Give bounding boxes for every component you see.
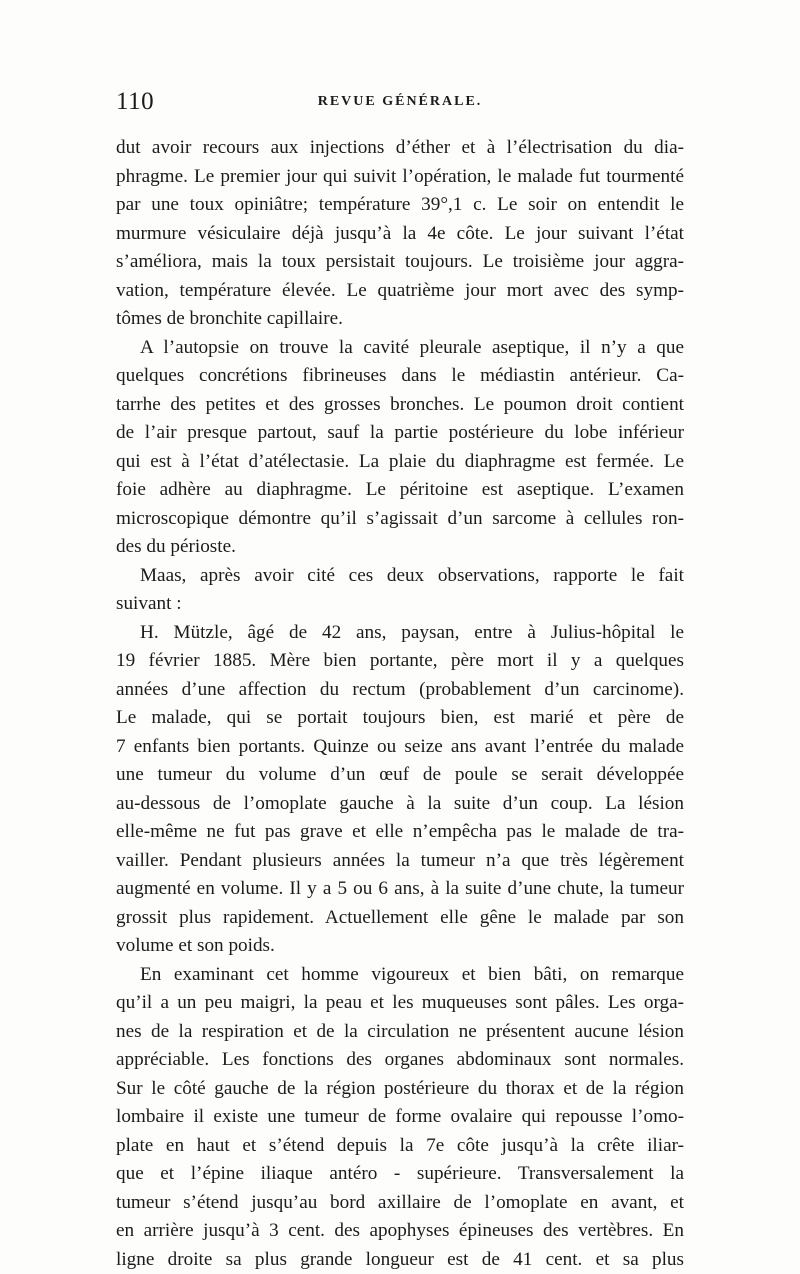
page-number: 110	[116, 88, 154, 116]
text-line: appréciable. Les fonctions des organes abdominaux sont normales.	[116, 1046, 684, 1075]
text-line: Le malade, qui se portait toujours bien, est marié et père de	[116, 704, 684, 733]
text-line: en arrière jusqu’à 3 cent. des apophyses épineuses des vertèbres. En	[116, 1217, 684, 1246]
running-title: REVUE GÉNÉRALE.	[116, 94, 684, 110]
text-line: des du périoste.	[116, 533, 684, 562]
body-text	[116, 134, 684, 1274]
text-line: H. Mützle, âgé de 42 ans, paysan, entre à Julius-hôpital le	[116, 619, 684, 648]
page-header	[116, 88, 684, 128]
text-line: qui est à l’état d’atélectasie. La plaie du diaphragme est fermée. Le	[116, 448, 684, 477]
text-line: phragme. Le premier jour qui suivit l’opération, le malade fut tourmenté	[116, 163, 684, 192]
text-line: nes de la respiration et de la circulation ne présentent aucune lésion	[116, 1018, 684, 1047]
text-line: une tumeur du volume d’un œuf de poule se serait développée	[116, 761, 684, 790]
text-line: A l’autopsie on trouve la cavité pleurale aseptique, il n’y a que	[116, 334, 684, 363]
text-line: années d’une affection du rectum (probablement d’un carcinome).	[116, 676, 684, 705]
text-line: quelques concrétions fibrineuses dans le médiastin antérieur. Ca-	[116, 362, 684, 391]
text-line: au-dessous de l’omoplate gauche à la suite d’un coup. La lésion	[116, 790, 684, 819]
text-line: 19 février 1885. Mère bien portante, père mort il y a quelques	[116, 647, 684, 676]
text-line: dut avoir recours aux injections d’éther et à l’électrisation du dia-	[116, 134, 684, 163]
text-line: vailler. Pendant plusieurs années la tumeur n’a que très légèrement	[116, 847, 684, 876]
text-line: tarrhe des petites et des grosses bronches. Le poumon droit contient	[116, 391, 684, 420]
text-line: microscopique démontre qu’il s’agissait d’un sarcome à cellules ron-	[116, 505, 684, 534]
text-line: augmenté en volume. Il y a 5 ou 6 ans, à la suite d’une chute, la tumeur	[116, 875, 684, 904]
text-line: 7 enfants bien portants. Quinze ou seize ans avant l’entrée du malade	[116, 733, 684, 762]
text-line: grossit plus rapidement. Actuellement elle gêne le malade par son	[116, 904, 684, 933]
text-line: murmure vésiculaire déjà jusqu’à la 4e côte. Le jour suivant l’état	[116, 220, 684, 249]
text-line: En examinant cet homme vigoureux et bien bâti, on remarque	[116, 961, 684, 990]
text-line: suivant :	[116, 590, 684, 619]
text-line: volume et son poids.	[116, 932, 684, 961]
text-line: elle-même ne fut pas grave et elle n’empêcha pas le malade de tra-	[116, 818, 684, 847]
text-line: Sur le côté gauche de la région postérieure du thorax et de la région	[116, 1075, 684, 1104]
text-line: ligne droite sa plus grande longueur est de 41 cent. et sa plus	[116, 1246, 684, 1274]
text-line: de l’air presque partout, sauf la partie postérieure du lobe inférieur	[116, 419, 684, 448]
text-line: qu’il a un peu maigri, la peau et les muqueuses sont pâles. Les orga-	[116, 989, 684, 1018]
text-line: s’améliora, mais la toux persistait toujours. Le troisième jour aggra-	[116, 248, 684, 277]
text-line: que et l’épine iliaque antéro - supérieure. Transversalement la	[116, 1160, 684, 1189]
text-line: tumeur s’étend jusqu’au bord axillaire de l’omoplate en avant, et	[116, 1189, 684, 1218]
text-line: par une toux opiniâtre; température 39°,1 c. Le soir on entendit le	[116, 191, 684, 220]
text-line: plate en haut et s’étend depuis la 7e côte jusqu’à la crête iliar-	[116, 1132, 684, 1161]
text-line: lombaire il existe une tumeur de forme ovalaire qui repousse l’omo-	[116, 1103, 684, 1132]
text-line: Maas, après avoir cité ces deux observations, rapporte le fait	[116, 562, 684, 591]
text-line: vation, température élevée. Le quatrième jour mort avec des symp-	[116, 277, 684, 306]
text-line: foie adhère au diaphragme. Le péritoine est aseptique. L’examen	[116, 476, 684, 505]
text-line: tômes de bronchite capillaire.	[116, 305, 684, 334]
